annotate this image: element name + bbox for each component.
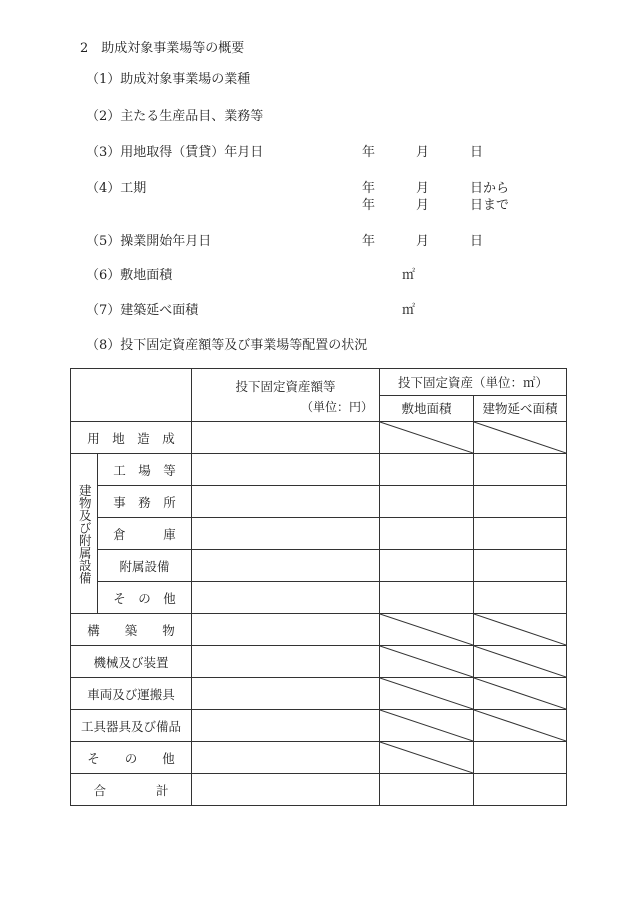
row-label-factory: 工 場 等 — [98, 454, 192, 486]
structure-amount-cell[interactable] — [192, 614, 380, 646]
header-asset-cell: 投下固定資産（単位：㎡） — [380, 369, 567, 396]
period-end-year-label: 年 — [362, 198, 376, 213]
total-site-area-cell[interactable] — [380, 774, 474, 806]
other-floor-area-cell[interactable] — [474, 742, 567, 774]
header-amount-unit: （単位：円） — [300, 400, 373, 414]
attached-floor-area-cell[interactable] — [474, 550, 567, 582]
header-blank-cell — [71, 369, 192, 422]
investment-table — [70, 368, 567, 806]
structure-floor-area-cell — [474, 614, 567, 646]
period-end-month-label: 月 — [416, 198, 430, 213]
site-area-unit: ㎡ — [402, 268, 416, 283]
diagonal-line — [474, 710, 566, 741]
section-title: 2 助成対象事業場等の概要 — [80, 41, 245, 56]
machinery-site-area-cell — [380, 646, 474, 678]
building-other-amount-cell[interactable] — [192, 582, 380, 614]
row-label-warehouse: 倉 庫 — [98, 518, 192, 550]
header-site-area: 敷地面積 — [380, 395, 474, 422]
row-label-office: 事 務 所 — [98, 486, 192, 518]
diagonal-line — [380, 614, 473, 645]
item-site-area: （6）敷地面積 — [86, 268, 173, 283]
vehicles-amount-cell[interactable] — [192, 678, 380, 710]
item-floor-area: （7）建築延べ面積 — [86, 303, 199, 318]
warehouse-amount-cell[interactable] — [192, 518, 380, 550]
office-site-area-cell[interactable] — [380, 486, 474, 518]
total-floor-area-cell[interactable] — [474, 774, 567, 806]
factory-floor-area-cell[interactable] — [474, 454, 567, 486]
item-industry: （1）助成対象事業場の業種 — [86, 72, 251, 87]
row-label-total: 合 計 — [71, 774, 192, 806]
office-amount-cell[interactable] — [192, 486, 380, 518]
op-year-label: 年 — [362, 234, 376, 249]
total-amount-cell[interactable] — [192, 774, 380, 806]
diagonal-line — [474, 678, 566, 709]
attached-site-area-cell[interactable] — [380, 550, 474, 582]
diagonal-line — [380, 742, 473, 773]
land-floor-area-cell — [474, 422, 567, 454]
other-site-area-cell — [380, 742, 474, 774]
header-amount-cell — [192, 369, 380, 422]
op-day-label: 日 — [470, 234, 484, 249]
other-amount-cell[interactable] — [192, 742, 380, 774]
item-investment-status: （8）投下固定資産額等及び事業場等配置の状況 — [86, 338, 368, 353]
op-month-label: 月 — [416, 234, 430, 249]
period-start-day-label: 日から — [470, 181, 510, 196]
machinery-amount-cell[interactable] — [192, 646, 380, 678]
item-operation-start: （5）操業開始年月日 — [86, 234, 212, 249]
group-label-building: 建物及び附属設備 — [77, 483, 93, 584]
structure-site-area-cell — [380, 614, 474, 646]
floor-area-unit: ㎡ — [402, 303, 416, 318]
warehouse-site-area-cell[interactable] — [380, 518, 474, 550]
vehicles-site-area-cell — [380, 678, 474, 710]
row-label-attached: 附属設備 — [98, 550, 192, 582]
row-label-machinery: 機械及び装置 — [71, 646, 192, 678]
row-label-other: そ の 他 — [71, 742, 192, 774]
item-construction-period: （4）工期 — [86, 181, 147, 196]
tools-amount-cell[interactable] — [192, 710, 380, 742]
diagonal-line — [474, 614, 566, 645]
item-products: （2）主たる生産品目、業務等 — [86, 109, 264, 124]
acq-day-label: 日 — [470, 145, 484, 160]
row-label-building-other: そ の 他 — [98, 582, 192, 614]
row-label-structure: 構 築 物 — [71, 614, 192, 646]
diagonal-line — [380, 422, 473, 453]
warehouse-floor-area-cell[interactable] — [474, 518, 567, 550]
factory-site-area-cell[interactable] — [380, 454, 474, 486]
period-start-month-label: 月 — [416, 181, 430, 196]
land-amount-cell[interactable] — [192, 422, 380, 454]
row-label-land: 用 地 造 成 — [71, 422, 192, 454]
diagonal-line — [474, 646, 566, 677]
attached-amount-cell[interactable] — [192, 550, 380, 582]
diagonal-line — [380, 678, 473, 709]
building-other-site-area-cell[interactable] — [380, 582, 474, 614]
tools-floor-area-cell — [474, 710, 567, 742]
header-amount-label: 投下固定資産額等 — [235, 379, 336, 394]
tools-site-area-cell — [380, 710, 474, 742]
period-end-day-label: 日まで — [470, 198, 510, 213]
diagonal-line — [380, 646, 473, 677]
building-other-floor-area-cell[interactable] — [474, 582, 567, 614]
row-label-tools: 工具器具及び備品 — [71, 710, 192, 742]
factory-amount-cell[interactable] — [192, 454, 380, 486]
machinery-floor-area-cell — [474, 646, 567, 678]
acq-month-label: 月 — [416, 145, 430, 160]
diagonal-line — [380, 710, 473, 741]
period-start-year-label: 年 — [362, 181, 376, 196]
group-label-building-cell — [71, 454, 98, 614]
acq-year-label: 年 — [362, 145, 376, 160]
vehicles-floor-area-cell — [474, 678, 567, 710]
office-floor-area-cell[interactable] — [474, 486, 567, 518]
item-land-acquisition: （3）用地取得（賃貸）年月日 — [86, 145, 264, 160]
header-floor-area: 建物延べ面積 — [474, 395, 567, 422]
land-site-area-cell — [380, 422, 474, 454]
diagonal-line — [474, 422, 566, 453]
row-label-vehicles: 車両及び運搬具 — [71, 678, 192, 710]
